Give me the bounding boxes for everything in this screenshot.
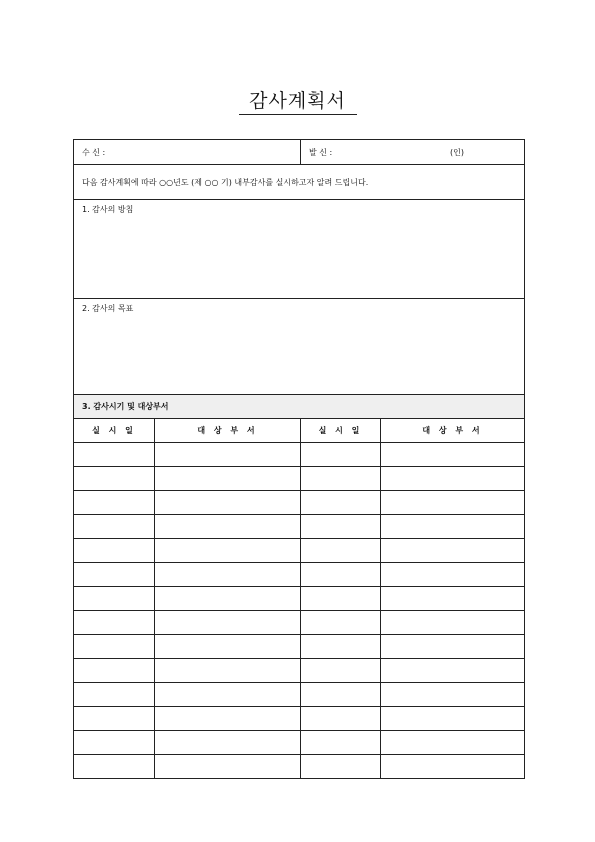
department-cell[interactable] — [381, 659, 525, 683]
department-cell[interactable] — [381, 611, 525, 635]
date-cell[interactable] — [301, 707, 381, 731]
date-cell[interactable] — [301, 467, 381, 491]
sender-cell[interactable] — [301, 140, 525, 165]
sender-label: 발 신 : — [309, 147, 333, 157]
schedule-section-row — [74, 395, 525, 419]
column-header-date-1: 실 시 일 — [74, 419, 155, 443]
table-row — [74, 515, 525, 539]
date-cell[interactable] — [301, 659, 381, 683]
column-header-date-2: 실 시 일 — [301, 419, 381, 443]
date-cell[interactable] — [301, 731, 381, 755]
title-underline — [239, 114, 357, 115]
department-cell[interactable] — [381, 539, 525, 563]
policy-cell[interactable] — [74, 200, 525, 299]
department-cell[interactable] — [381, 467, 525, 491]
audit-plan-table — [73, 139, 525, 779]
goal-cell[interactable] — [74, 299, 525, 395]
date-cell[interactable] — [301, 539, 381, 563]
date-cell[interactable] — [301, 683, 381, 707]
date-cell[interactable] — [301, 611, 381, 635]
date-cell[interactable] — [74, 707, 155, 731]
department-cell[interactable] — [155, 443, 301, 467]
table-row — [74, 491, 525, 515]
date-cell[interactable] — [74, 755, 155, 779]
department-cell[interactable] — [381, 491, 525, 515]
recipient-label: 수 신 : — [82, 147, 106, 157]
date-cell[interactable] — [301, 635, 381, 659]
date-cell[interactable] — [301, 443, 381, 467]
policy-row — [74, 200, 525, 299]
department-cell[interactable] — [155, 611, 301, 635]
date-cell[interactable] — [74, 611, 155, 635]
table-row — [74, 539, 525, 563]
table-row — [74, 707, 525, 731]
table-row — [74, 467, 525, 491]
date-cell[interactable] — [74, 563, 155, 587]
recipient-cell[interactable] — [74, 140, 301, 165]
department-cell[interactable] — [155, 731, 301, 755]
seal-label: (인) — [450, 147, 464, 157]
date-cell[interactable] — [301, 491, 381, 515]
date-cell[interactable] — [301, 755, 381, 779]
date-cell[interactable] — [301, 563, 381, 587]
column-header-department-1: 대 상 부 서 — [155, 419, 301, 443]
policy-label: 1. 감사의 방침 — [82, 205, 134, 214]
department-cell[interactable] — [381, 731, 525, 755]
goal-row — [74, 299, 525, 395]
department-cell[interactable] — [381, 515, 525, 539]
date-cell[interactable] — [74, 443, 155, 467]
department-cell[interactable] — [155, 755, 301, 779]
date-cell[interactable] — [74, 467, 155, 491]
date-cell[interactable] — [74, 587, 155, 611]
department-cell[interactable] — [155, 515, 301, 539]
department-cell[interactable] — [155, 491, 301, 515]
schedule-section-title: 3. 감사시기 및 대상부서 — [74, 395, 525, 419]
department-cell[interactable] — [381, 443, 525, 467]
date-cell[interactable] — [74, 491, 155, 515]
date-cell[interactable] — [74, 635, 155, 659]
date-cell[interactable] — [301, 515, 381, 539]
table-row — [74, 611, 525, 635]
notice-text: 다음 감사계획에 따라 ○○년도 (제 ○○ 기) 내부감사를 실시하고자 알려 드립니다. — [74, 165, 525, 200]
department-cell[interactable] — [381, 587, 525, 611]
department-cell[interactable] — [381, 755, 525, 779]
department-cell[interactable] — [155, 635, 301, 659]
table-row — [74, 659, 525, 683]
table-row — [74, 443, 525, 467]
department-cell[interactable] — [155, 707, 301, 731]
date-cell[interactable] — [74, 659, 155, 683]
date-cell[interactable] — [301, 587, 381, 611]
department-cell[interactable] — [381, 683, 525, 707]
date-cell[interactable] — [74, 539, 155, 563]
table-row — [74, 587, 525, 611]
table-row — [74, 731, 525, 755]
table-row — [74, 563, 525, 587]
schedule-column-header-row — [74, 419, 525, 443]
column-header-department-2: 대 상 부 서 — [381, 419, 525, 443]
department-cell[interactable] — [155, 683, 301, 707]
department-cell[interactable] — [155, 587, 301, 611]
table-row — [74, 635, 525, 659]
table-row — [74, 683, 525, 707]
department-cell[interactable] — [381, 707, 525, 731]
date-cell[interactable] — [74, 731, 155, 755]
table-row — [74, 755, 525, 779]
department-cell[interactable] — [155, 563, 301, 587]
document-title: 감사계획서 — [249, 90, 346, 112]
department-cell[interactable] — [381, 563, 525, 587]
header-row — [74, 140, 525, 165]
department-cell[interactable] — [155, 539, 301, 563]
date-cell[interactable] — [74, 683, 155, 707]
department-cell[interactable] — [381, 635, 525, 659]
date-cell[interactable] — [74, 515, 155, 539]
department-cell[interactable] — [155, 659, 301, 683]
department-cell[interactable] — [155, 467, 301, 491]
notice-row — [74, 165, 525, 200]
goal-label: 2. 감사의 목표 — [82, 304, 134, 313]
